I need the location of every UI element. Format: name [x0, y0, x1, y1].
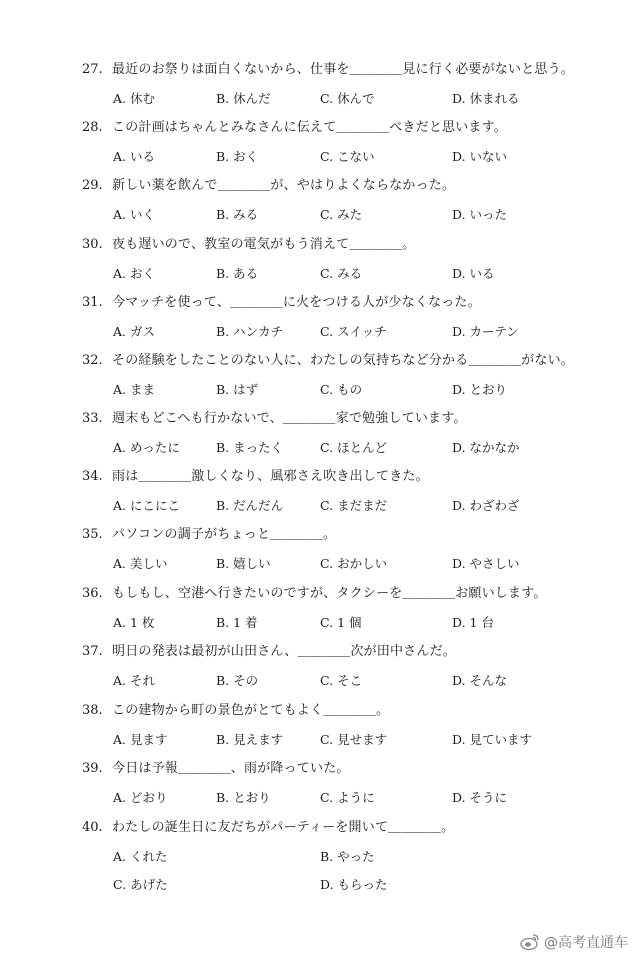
question-text: 今日は予報＿＿＿＿、雨が降っていた。	[112, 761, 350, 776]
option-a: A. まま	[113, 382, 155, 397]
question-text: 最近のお祭りは面白くないから、仕事を＿＿＿＿見に行く必要がないと思う。	[112, 62, 575, 77]
option-a: A. 1 枚	[113, 615, 155, 630]
option-b: B. 1 着	[216, 615, 258, 630]
question-number: 27.	[82, 62, 103, 77]
option-d: D. わざわざ	[452, 498, 520, 513]
option-d: D. 1 台	[452, 615, 494, 630]
question-text: この計画はちゃんとみなさんに伝えて＿＿＿＿べきだと思います。	[112, 120, 507, 135]
watermark-text: @高考直通车	[544, 935, 628, 951]
option-c: C. ように	[320, 790, 375, 805]
option-c: C. そこ	[320, 673, 363, 688]
question-number: 34.	[82, 469, 103, 484]
option-c: C. 見せます	[320, 732, 388, 747]
options-row	[0, 847, 640, 867]
options-row	[0, 438, 640, 458]
option-d: D. いる	[452, 266, 495, 281]
option-a: A. それ	[113, 673, 155, 688]
option-d: D. そんな	[452, 673, 508, 688]
options-row	[0, 613, 640, 633]
option-a: A. ガス	[113, 324, 155, 339]
option-a: A. 休む	[113, 91, 155, 106]
options-row	[0, 875, 640, 895]
watermark	[520, 931, 628, 953]
option-c: C. スイッチ	[320, 324, 387, 339]
option-a: A. おく	[113, 266, 155, 281]
option-d: D. いない	[452, 149, 508, 164]
option-b: B. だんだん	[216, 498, 284, 513]
option-c: C. みた	[320, 207, 363, 222]
options-row	[0, 671, 640, 691]
option-d: D. いった	[452, 207, 508, 222]
option-a: A. どおり	[113, 790, 168, 805]
question-text: もしもし、空港へ行きたいのですが、タクシーを＿＿＿＿お願いします。	[112, 586, 547, 601]
option-d: D. そうに	[452, 790, 508, 805]
question-number: 35.	[82, 527, 103, 542]
question-text: この建物から町の景色がとてもよく＿＿＿＿。	[112, 703, 390, 718]
option-d: D. もらった	[320, 877, 388, 892]
option-b: B. やった	[320, 849, 375, 864]
option-c: C. まだまだ	[320, 498, 388, 513]
options-row	[0, 496, 640, 516]
options-row	[0, 89, 640, 109]
option-c: C. ほとんど	[320, 440, 388, 455]
question-number: 32.	[82, 353, 103, 368]
option-a: A. めったに	[113, 440, 180, 455]
question-number: 30.	[82, 237, 103, 252]
option-c: C. こない	[320, 149, 375, 164]
question-number: 29.	[82, 178, 103, 193]
option-b: B. まったく	[216, 440, 284, 455]
option-a: A. くれた	[113, 849, 168, 864]
option-a: A. いる	[113, 149, 155, 164]
option-b: B. 嬉しい	[216, 556, 271, 571]
option-c: C. あげた	[113, 877, 168, 892]
option-d: D. なかなか	[452, 440, 520, 455]
options-row	[0, 205, 640, 225]
question-text: 週末もどこへも行かないで、＿＿＿＿家で勉強しています。	[112, 411, 467, 426]
option-d: D. 休まれる	[452, 91, 520, 106]
question-text: 今マッチを使って、＿＿＿＿に火をつける人が少なくなった。	[112, 295, 481, 310]
question-text: 明日の発表は最初が山田さん、＿＿＿＿次が田中さんだ。	[112, 644, 456, 659]
options-row	[0, 147, 640, 167]
option-b: B. その	[216, 673, 259, 688]
question-number: 38.	[82, 703, 103, 718]
option-d: D. カーテン	[452, 324, 519, 339]
option-d: D. とおり	[452, 382, 508, 397]
option-c: C. みる	[320, 266, 363, 281]
option-d: D. 見ています	[452, 732, 533, 747]
options-row	[0, 730, 640, 750]
option-c: C. おかしい	[320, 556, 388, 571]
options-row	[0, 788, 640, 808]
option-b: B. おく	[216, 149, 259, 164]
option-d: D. やさしい	[452, 556, 520, 571]
option-a: A. にこにこ	[113, 498, 180, 513]
option-b: B. 見えます	[216, 732, 284, 747]
question-text: 雨は＿＿＿＿激しくなり、風邪さえ吹き出してきた。	[112, 469, 429, 484]
question-number: 28.	[82, 120, 103, 135]
question-text: 新しい薬を飲んで＿＿＿＿が、やはりよくならなかった。	[112, 178, 456, 193]
option-a: A. 美しい	[113, 556, 168, 571]
options-row	[0, 322, 640, 342]
question-number: 33.	[82, 411, 103, 426]
option-b: B. ある	[216, 266, 259, 281]
option-c: C. もの	[320, 382, 363, 397]
option-c: C. 休んで	[320, 91, 375, 106]
question-number: 39.	[82, 761, 103, 776]
option-b: B. 休んだ	[216, 91, 271, 106]
question-text: 夜も遅いので、教室の電気がもう消えて＿＿＿＿。	[112, 237, 416, 252]
option-b: B. はず	[216, 382, 259, 397]
question-text: その経験をしたことのない人に、わたしの気持ちなど分かる＿＿＿＿がない。	[112, 353, 575, 368]
question-number: 37.	[82, 644, 103, 659]
option-c: C. 1 個	[320, 615, 362, 630]
option-a: A. 見ます	[113, 732, 168, 747]
question-number: 36.	[82, 586, 103, 601]
options-row	[0, 380, 640, 400]
weibo-icon	[520, 933, 540, 951]
question-number: 40.	[82, 820, 103, 835]
options-row	[0, 554, 640, 574]
option-a: A. いく	[113, 207, 155, 222]
question-number: 31.	[82, 295, 103, 310]
option-b: B. とおり	[216, 790, 271, 805]
option-b: B. ハンカチ	[216, 324, 284, 339]
question-text: わたしの誕生日に友だちがパーティーを開いて＿＿＿＿。	[112, 820, 455, 835]
question-text: パソコンの調子がちょっと＿＿＿＿。	[112, 527, 337, 542]
options-row	[0, 264, 640, 284]
option-b: B. みる	[216, 207, 259, 222]
